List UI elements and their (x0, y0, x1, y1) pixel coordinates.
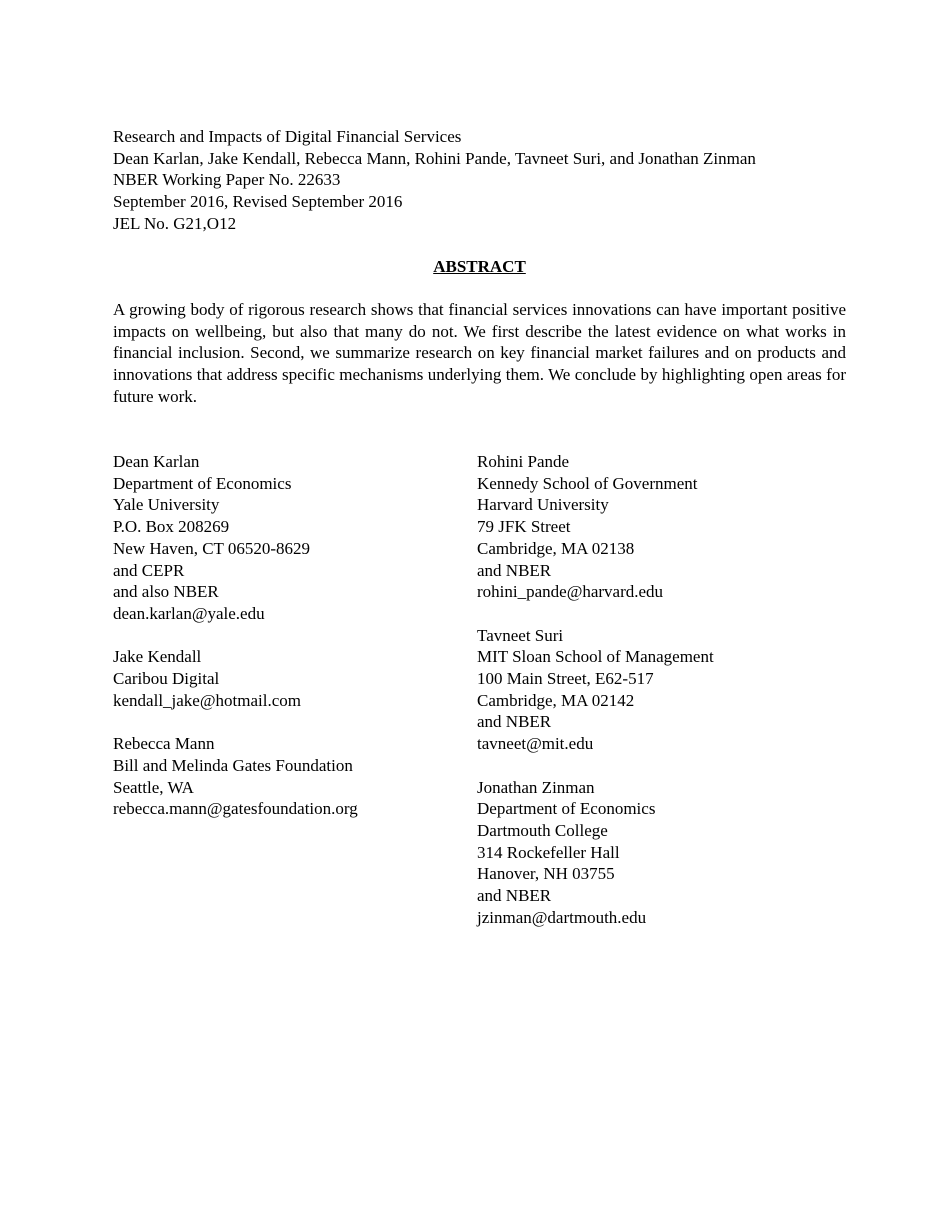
contact-email: kendall_jake@hotmail.com (113, 690, 301, 710)
contact-line: and NBER (477, 886, 552, 906)
jel-codes: JEL No. G21,O12 (113, 213, 237, 233)
contact-line: Hanover, NH 03755 (477, 864, 615, 884)
contact-line: Department of Economics (477, 799, 656, 819)
contact-line: Cambridge, MA 02142 (477, 690, 635, 710)
contact-line: Dartmouth College (477, 820, 608, 840)
contact-name: Jake Kendall (113, 647, 202, 667)
contact-name: Tavneet Suri (477, 625, 564, 645)
contact-email: rebecca.mann@gatesfoundation.org (113, 799, 358, 819)
contact-name: Rebecca Mann (113, 734, 215, 754)
contact-line: Kennedy School of Government (477, 473, 698, 493)
contact-block-rebecca-mann (113, 733, 477, 820)
contact-line: 79 JFK Street (477, 517, 571, 537)
contact-block-jonathan-zinman (477, 777, 853, 929)
contact-line: 314 Rockefeller Hall (477, 842, 620, 862)
contact-line: Harvard University (477, 495, 609, 515)
contact-line: Seattle, WA (113, 777, 194, 797)
contact-line: New Haven, CT 06520-8629 (113, 538, 311, 558)
abstract-paragraph: A growing body of rigorous research shows that financial services innovations can have important positive impacts on wellbeing, but also that many do not. We first describe the latest evidence on what works in financial inclusion. Second, we summarize research on key financial market failures and on products and innovations that address specific mechanisms underlying them. We conclude by highlighting open areas for future work. (113, 300, 846, 406)
contact-name: Jonathan Zinman (477, 777, 595, 797)
paper-title: Research and Impacts of Digital Financial Services (113, 127, 462, 146)
contact-line: and CEPR (113, 560, 185, 580)
contact-line: P.O. Box 208269 (113, 517, 230, 537)
paper-date: September 2016, Revised September 2016 (113, 192, 403, 212)
contact-line: 100 Main Street, E62-517 (477, 669, 654, 689)
contact-block-jake-kendall (113, 646, 477, 711)
paper-header (113, 126, 853, 235)
abstract-heading: ABSTRACT (433, 257, 526, 276)
author-contact-section (113, 451, 853, 950)
contact-line: and also NBER (113, 582, 219, 602)
contact-line: Department of Economics (113, 473, 292, 493)
contact-line: Bill and Melinda Gates Foundation (113, 755, 353, 775)
contact-block-tavneet-suri (477, 625, 853, 755)
contact-column-right (477, 451, 853, 950)
contact-line: MIT Sloan School of Management (477, 647, 714, 667)
working-paper-number: NBER Working Paper No. 22633 (113, 170, 341, 190)
contact-line: and NBER (477, 560, 552, 580)
contact-block-rohini-pande (477, 451, 853, 603)
contact-line: Cambridge, MA 02138 (477, 538, 635, 558)
paper-authors: Dean Karlan, Jake Kendall, Rebecca Mann, Rohini Pande, Tavneet Suri, and Jonathan Zinman (113, 148, 756, 168)
contact-line: Yale University (113, 495, 220, 515)
contact-block-dean-karlan (113, 451, 477, 625)
contact-email: tavneet@mit.edu (477, 734, 594, 754)
contact-name: Dean Karlan (113, 452, 200, 471)
contact-email: rohini_pande@harvard.edu (477, 582, 664, 602)
contact-column-left (113, 451, 477, 950)
contact-email: jzinman@dartmouth.edu (477, 907, 647, 927)
contact-line: Caribou Digital (113, 669, 220, 689)
contact-line: and NBER (477, 712, 552, 732)
contact-name: Rohini Pande (477, 452, 570, 471)
contact-email: dean.karlan@yale.edu (113, 603, 265, 623)
